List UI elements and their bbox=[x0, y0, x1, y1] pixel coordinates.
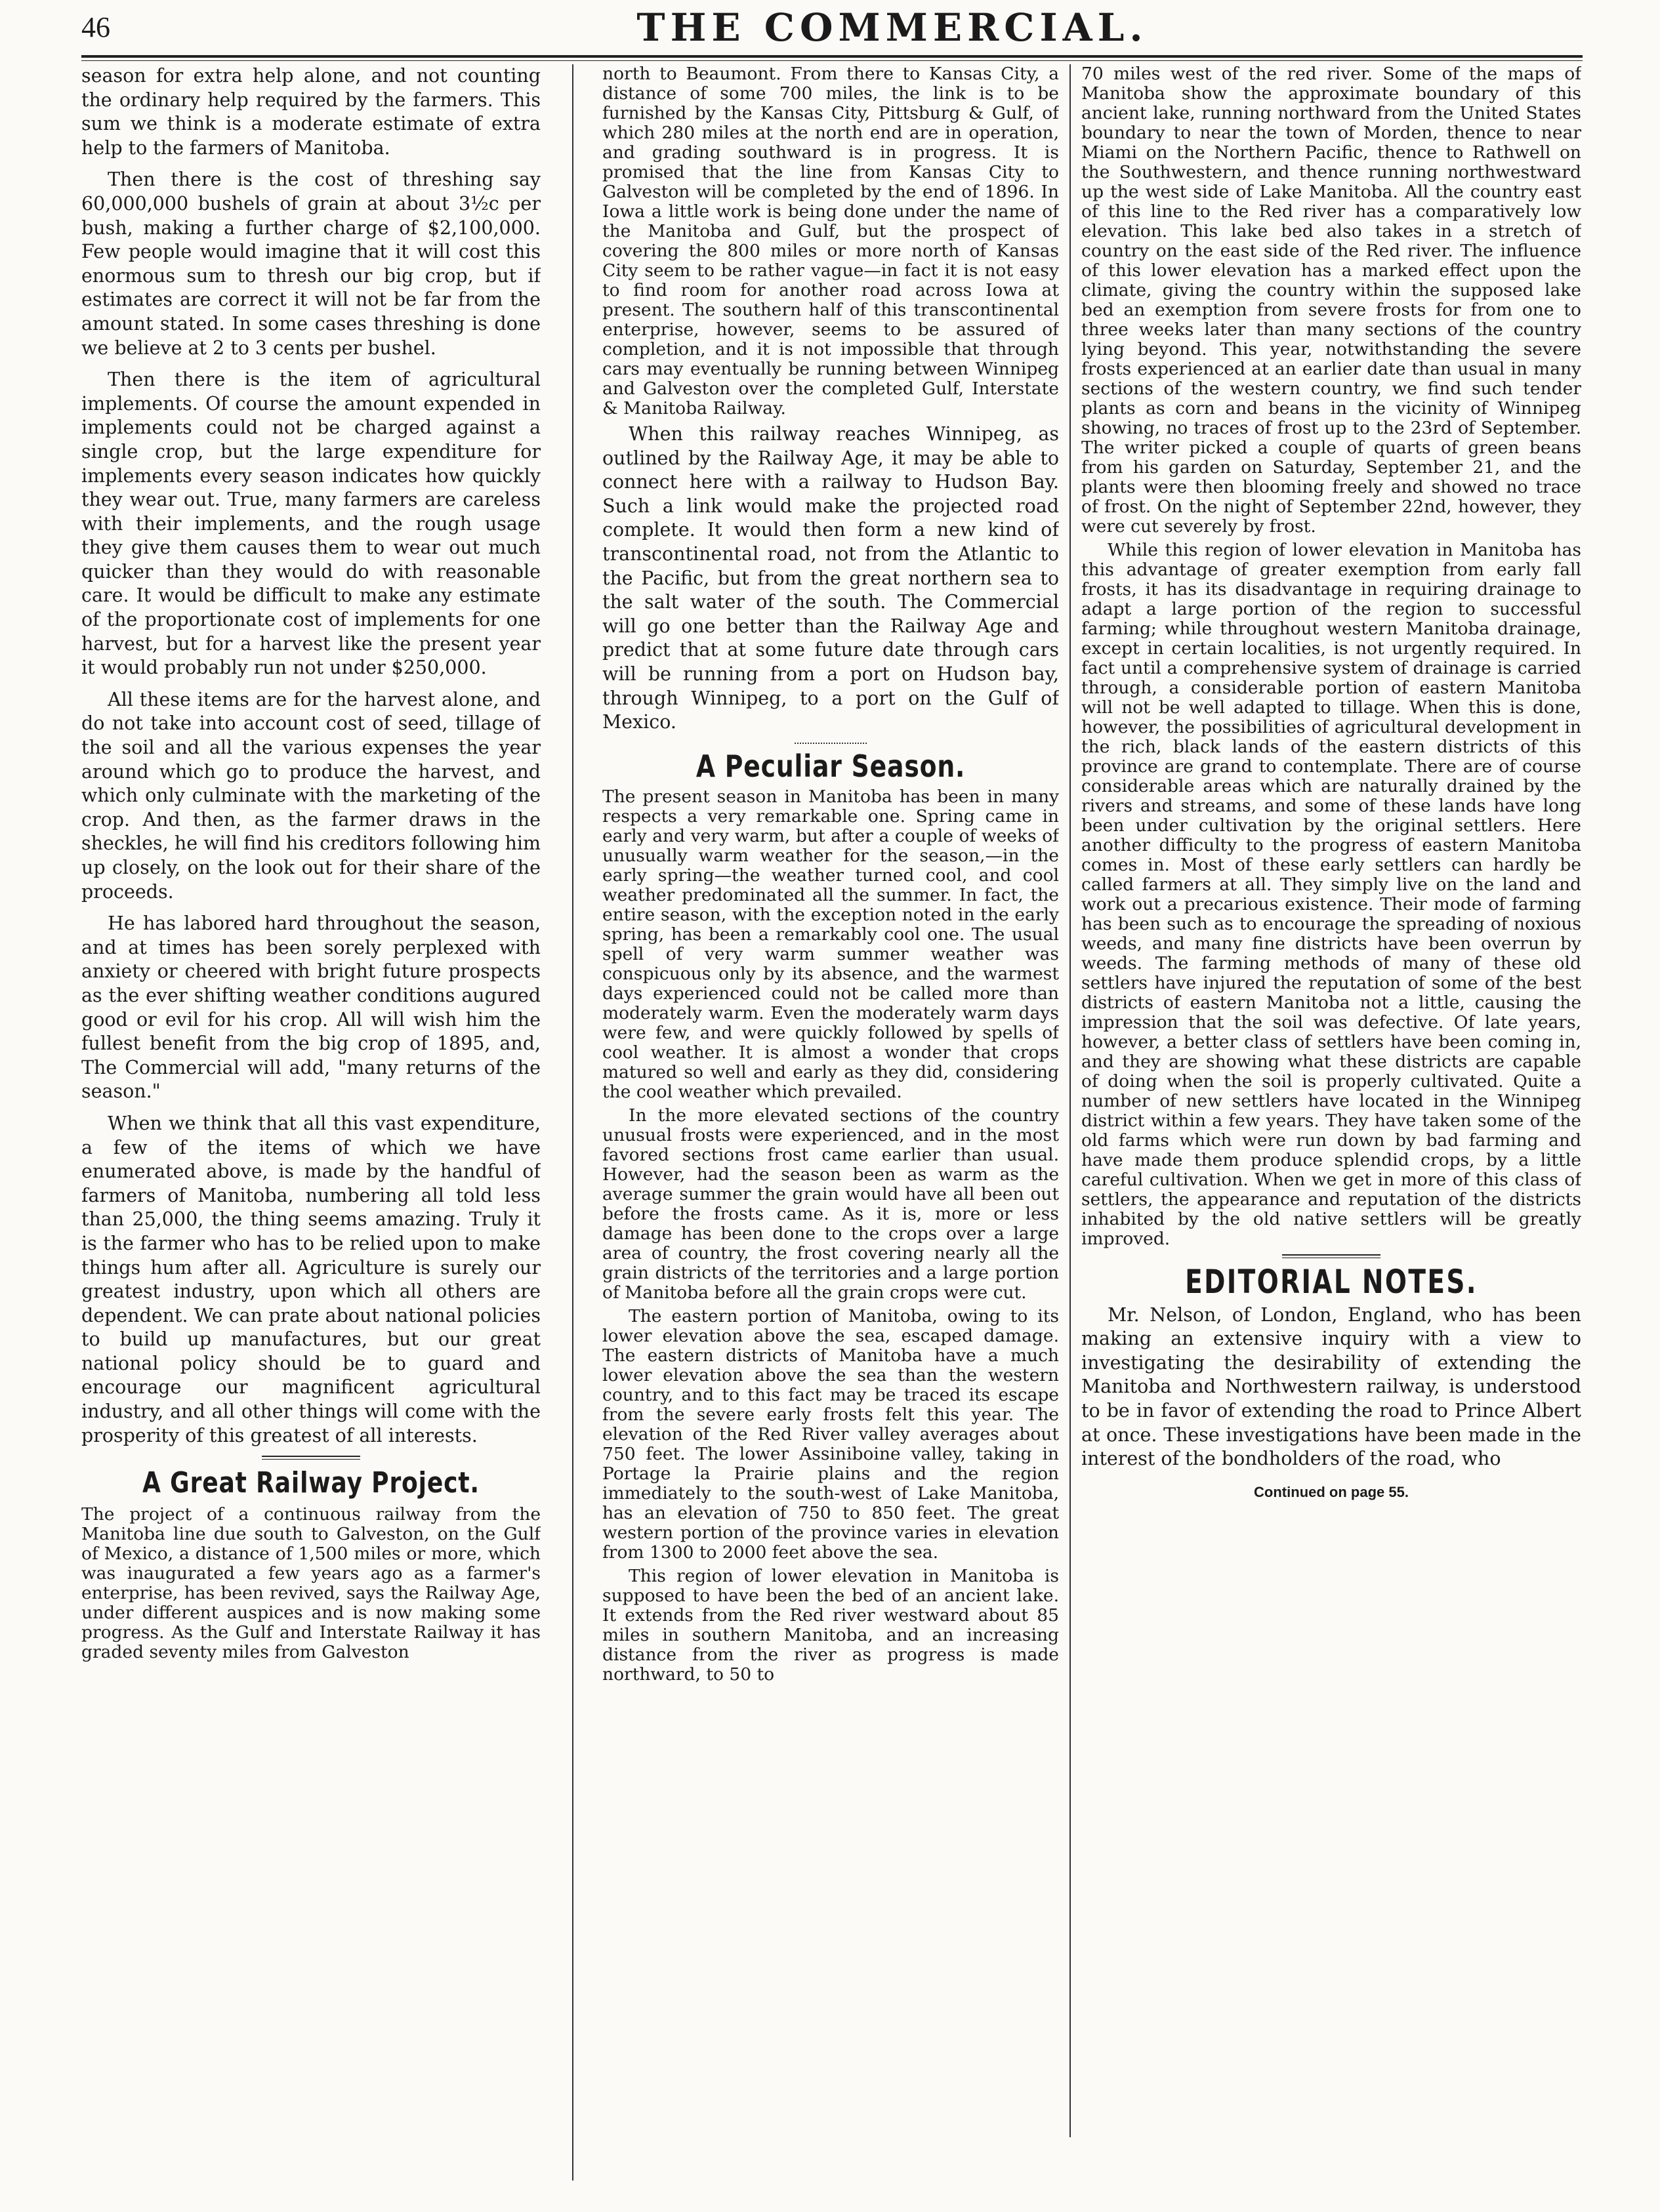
paragraph: north to Beaumont. From there to Kansas City, a distance of some 700 miles, the link is to be furnished by the Kansas City, Pittsburg & Gulf, of which 280 miles at the north end are in operation, and grading southward is in progress. It is promised that the line from Kansas City to Galveston will be completed by the end of 1896. In Iowa a little work is being done under the name of the Manitoba and Gulf, but the prospect of covering the 800 miles or more north of Kansas City seem to be rather vague—in fact it is not easy to find room for another road across Iowa at present. The southern half of this transcontinental enterprise, however, seems to be assured of completion, and it is not impossible that through cars may eventually be running between Winnipeg and Galveston over the completed Gulf, Interstate & Manitoba Railway. bbox=[602, 64, 1059, 419]
column-2 bbox=[602, 64, 1059, 2196]
paragraph: Then there is the item of agricultural implements. Of course the amount expended in implements could not be charged against a single crop, but the large expenditure for implements every season indicates how quickly they wear out. True, many farmers are careless with their implements, and the rough usage they give them causes them to wear out much quicker than they would do with reasonable care. It would be difficult to make any estimate of the proportionate cost of implements for one harvest, but for a harvest like the present year it would probably run not under $250,000. bbox=[81, 369, 541, 679]
page-number: 46 bbox=[81, 11, 110, 43]
paragraph: In the more elevated sections of the country unusual frosts were experienced, and in the most favored sections frost came earlier than usual. However, had the season been as warm as the average summer the grain would have all been out before the frosts came. As it is, more or less damage has been done to the crops over a large area of country, the frost covering nearly all the grain districts of the territories and a large portion of Manitoba before all the grain crops were cut. bbox=[602, 1105, 1059, 1303]
column-1 bbox=[81, 64, 541, 2196]
paragraph: The project of a continuous railway from the Manitoba line due south to Galveston, on the Gulf of Mexico, a distance of 1,500 miles or more, which was inaugurated a few years ago as a farmer's enterprise, has been revived, says the Railway Age, under different auspices and is now making some progress. As the Gulf and Interstate Railway it has graded seventy miles from Galveston bbox=[81, 1504, 541, 1662]
paragraph: While this region of lower elevation in Manitoba has this advantage of greater exemption from early fall frosts, it has its disadvantage in requiring drainage to adapt a large portion of the region to successful farming; while throughout western Manitoba drainage, except in certain localities, is not urgently required. In fact until a comprehensive system of drainage is carried through, a considerable portion of eastern Manitoba will not be well adapted to tillage. When this is done, however, the possibilities of agricultural development in the rich, black lands of the eastern districts of this province are grand to contemplate. There are of course considerable areas which are naturally drained by the rivers and streams, and some of these lands have long been under cultivation by the original settlers. Here another difficulty to the progress of eastern Manitoba comes in. Most of these early settlers can hardly be called farmers at all. They simply live on the land and work out a precarious existence. Their mode of farming has been such as to encourage the spreading of noxious weeds, and many fine districts have been overrun by weeds. The farming methods of many of these old settlers have injured the reputation of some of the best districts of eastern Manitoba not a little, causing the impression that the soil was defective. Of late years, however, a better class of settlers have been coming in, and they are showing what these districts are capable of doing when the soil is properly cultivated. Quite a number of new settlers have located in the Winnipeg district within a few years. They have taken some of the old farms which were run down by bad farming and have made them produce splendid crops, by a little careful cultivation. When we get in more of this class of settlers, the appearance and reputation of the districts inhabited by the old native settlers will be greatly improved. bbox=[1081, 540, 1581, 1249]
section-rule bbox=[795, 743, 867, 744]
paragraph: He has labored hard throughout the season, and at times has been sorely perplexed with anxiety or cheered with bright future prospects as the ever shifting weather conditions augured good or evil for his crop. All will wish him the fullest benefit from the big crop of 1895, and, The Commercial will add, "many returns of the season." bbox=[81, 912, 541, 1103]
paragraph: The present season in Manitoba has been in many respects a very remarkable one. Spring came in early and very warm, but after a couple of weeks of unusually warm weather for the season,—in the early spring—the weather turned cool, and cool weather predominated all the summer. In fact, the entire season, with the exception noted in the early spring, has been a remarkably cool one. The usual spell of very warm summer weather was conspicuous only by its absence, and the warmest days experienced could not be called more than moderately warm. Even the moderately warm days were few, and were quickly followed by spells of cool weather. It is almost a wonder that crops matured so well and early as they did, considering the cool weather which prevailed. bbox=[602, 787, 1059, 1103]
paragraph: All these items are for the harvest alone, and do not take into account cost of seed, tillage of the soil and all the various expenses the year around which go to produce the harvest, and which only culminate with the marketing of the crop. And then, as the farmer draws in the sheckles, he will find his creditors following him up closely, on the look out for their share of the proceeds. bbox=[81, 688, 541, 903]
paragraph: When this railway reaches Winnipeg, as outlined by the Railway Age, it may be able to connect here with a railway to Hudson Bay. Such a link would make the projected road complete. It would then form a new kind of transcontinental road, not from the Atlantic to the Pacific, but from the great northern sea to the salt water of the south. The Commercial will go one better than the Railway Age and predict that at some future date through cars will be running from a port on Hudson bay, through Winnipeg, to a port on the Gulf of Mexico. bbox=[602, 423, 1059, 733]
paragraph: The eastern portion of Manitoba, owing to its lower elevation above the sea, escaped damage. The eastern districts of Manitoba have a much lower elevation above the sea than the western country, and to this fact may be traced its escape from the severe early frosts felt this year. The elevation of the Red River valley averages about 750 feet. The lower Assiniboine valley, taking in Portage la Prairie plains and the region immediately to the south-west of Lake Manitoba, has an elevation of 750 to 850 feet. The great western portion of the province varies in elevation from 1300 to 2000 feet above the sea. bbox=[602, 1306, 1059, 1563]
column-3 bbox=[1081, 64, 1581, 2196]
article-heading-railway: A Great Railway Project. bbox=[142, 1466, 480, 1500]
column-divider bbox=[572, 64, 573, 2181]
article-heading-editorial-notes: EDITORIAL NOTES. bbox=[1185, 1263, 1478, 1301]
continued-notice: Continued on page 55. bbox=[1254, 1483, 1409, 1500]
header-rule bbox=[81, 55, 1583, 61]
section-rule bbox=[262, 1456, 360, 1460]
paragraph: season for extra help alone, and not counting the ordinary help required by the farmers. This sum we think is a moderate estimate of extra help to the farmers of Manitoba. bbox=[81, 65, 541, 159]
section-rule bbox=[1282, 1254, 1380, 1258]
paragraph: Mr. Nelson, of London, England, who has been making an extensive inquiry with a view to investigating the desirability of extending the Manitoba and Northwestern railway, is understood to be in favor of extending the road to Prince Albert at once. These investigations have been made in the interest of the bondholders of the road, who bbox=[1081, 1303, 1581, 1470]
paragraph: 70 miles west of the red river. Some of the maps of Manitoba show the approximate boundary of this ancient lake, running northward from the United States boundary to near the town of Morden, thence to near Miami on the Northern Pacific, thence to Rathwell on the Southwestern, and thence running northwestward up the west side of Lake Manitoba. All the country east of this line to the Red river has a comparatively low elevation. This lake bed also takes in a stretch of country on the east side of the Red river. The influence of this lower elevation has a marked effect upon the climate, giving the country within the supposed lake bed an exemption from severe frosts for from one to three weeks later than many sections of the country lying beyond. This year, notwithstanding the severe frosts experienced at an earlier date than usual in many sections of the western country, we find such tender plants as corn and beans in the vicinity of Winnipeg showing, no traces of frost up to the 23rd of September. The writer picked a couple of quarts of green beans from his garden on Saturday, September 21, and the plants were then blooming freely and showed no trace of frost. On the night of September 22nd, however, they were cut severely by frost. bbox=[1081, 64, 1581, 537]
masthead: THE COMMERCIAL. bbox=[636, 5, 1148, 50]
paragraph: When we think that all this vast expenditure, a few of the items of which we have enumerated above, is made by the handful of farmers of Manitoba, numbering all told less than 25,000, the thing seems amazing. Truly it is the farmer who has to be relied upon to make things hum after all. Agriculture is surely our greatest industry, upon which all others are dependent. We can prate about national policies to build up manufactures, but our great national policy should be to guard and encourage our magnificent agricultural industry, and all other things will come with the prosperity of this greatest of all interests. bbox=[81, 1112, 541, 1446]
paragraph: Then there is the cost of threshing say 60,000,000 bushels of grain at about 3½c per bush, making a further charge of $2,100,000. Few people would imagine that it will cost this enormous sum to thresh our big crop, but if estimates are correct it will not be far from the amount stated. In some cases threshing is done we believe at 2 to 3 cents per bushel. bbox=[81, 169, 541, 359]
column-divider bbox=[1069, 64, 1071, 2137]
article-heading-season: A Peculiar Season. bbox=[695, 748, 966, 784]
paragraph: This region of lower elevation in Manitoba is supposed to have been the bed of an ancient lake. It extends from the Red river westward about 85 miles in southern Manitoba, and an increasing distance from the river as progress is made northward, to 50 to bbox=[602, 1566, 1059, 1685]
